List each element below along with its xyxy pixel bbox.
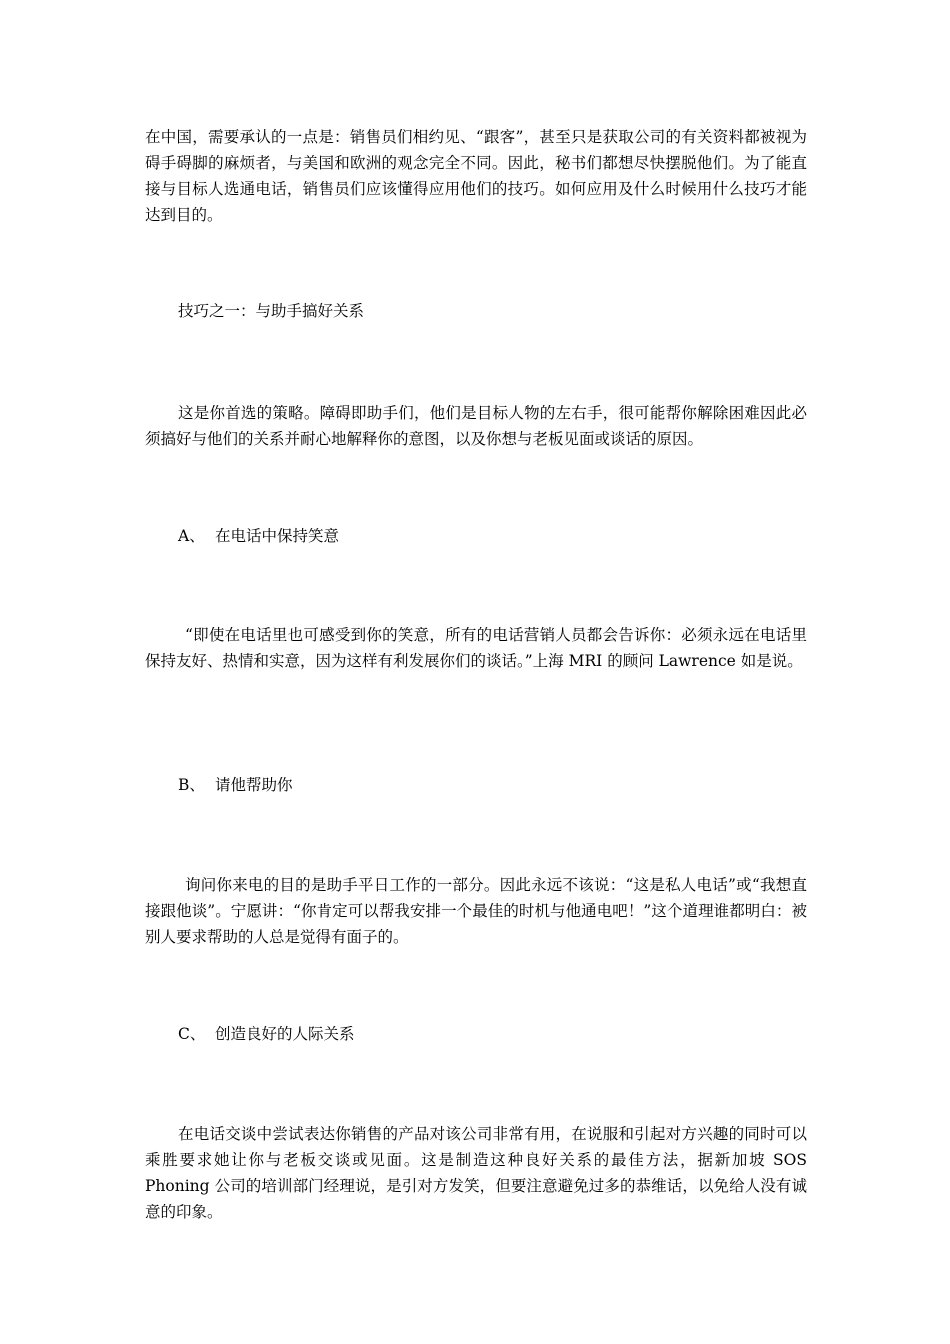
section-c-title: 创造良好的人际关系 xyxy=(215,1025,355,1043)
section-a-heading xyxy=(178,523,339,549)
section-b-title: 请他帮助你 xyxy=(215,776,293,794)
section-c-marker: C、 xyxy=(178,1025,206,1043)
tip-one-heading: 技巧之一：与助手搞好关系 xyxy=(178,302,365,320)
section-b-heading xyxy=(178,772,293,798)
help-paragraph: 询问你来电的目的是助手平日工作的一部分。因此永远不该说：“这是私人电话”或“我想直接跟他谈”。宁愿讲：“你肯定可以帮我安排一个最佳的时机与他通电吧！”这个道理谁都明白：被别人要求帮助的人总是觉得有面子的。 xyxy=(145,876,807,946)
relations-paragraph: 在电话交谈中尝试表达你销售的产品对该公司非常有用，在说服和引起对方兴趣的同时可以乘胜要求她让你与老板交谈或见面。这是制造这种良好关系的最佳方法，据新加坡 SOS Phoning 公司的培训部门经理说，是引对方发笑，但要注意避免过多的恭维话，以免给人没有诚意的印象。 xyxy=(145,1125,807,1221)
strategy-paragraph: 这是你首选的策略。障碍即助手们，他们是目标人物的左右手，很可能帮你解除困难因此必须搞好与他们的关系并耐心地解释你的意图，以及你想与老板见面或谈话的原因。 xyxy=(145,404,807,448)
section-a-title: 在电话中保持笑意 xyxy=(215,527,340,545)
section-c-heading xyxy=(178,1021,355,1047)
section-a-marker: A、 xyxy=(178,527,205,545)
intro-paragraph: 在中国，需要承认的一点是：销售员们相约见、“跟客”，甚至只是获取公司的有关资料都被视为碍手碍脚的麻烦者，与美国和欧洲的观念完全不同。因此，秘书们都想尽快摆脱他们。为了能直接与目标人选通电话，销售员们应该懂得应用他们的技巧。如何应用及什么时候用什么技巧才能达到目的。 xyxy=(145,128,807,224)
smile-paragraph: “即使在电话里也可感受到你的笑意，所有的电话营销人员都会告诉你：必须永远在电话里保持友好、热情和实意，因为这样有利发展你们的谈话。”上海 MRI 的顾问 Lawrence 如是说。 xyxy=(145,626,807,670)
section-b-marker: B、 xyxy=(178,776,205,794)
